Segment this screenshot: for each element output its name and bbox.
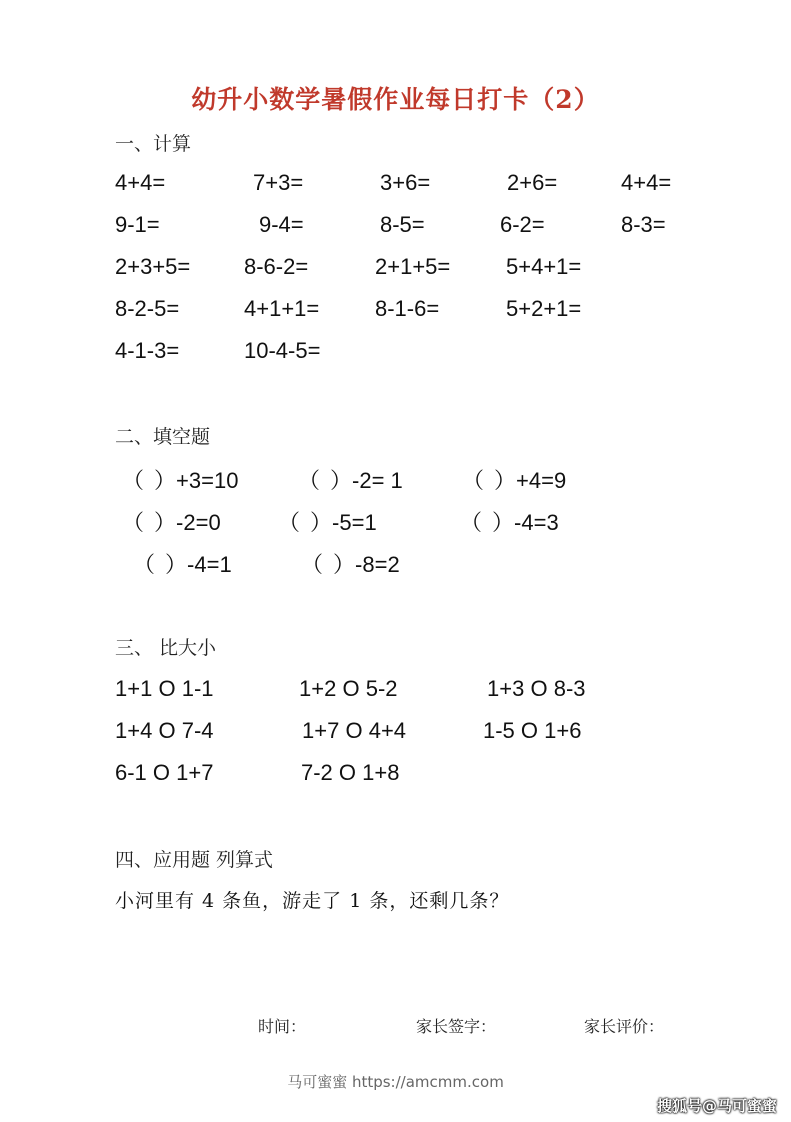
section-heading-calculation: 一、计算 [115, 133, 192, 155]
calc-item: 7+3= [253, 170, 304, 195]
time-label: 时间： [258, 1017, 307, 1036]
calc-item: 2+1+5= [375, 254, 451, 279]
blank-close-paren: ） [492, 511, 515, 536]
compare-left: 1+4 [115, 718, 153, 743]
calc-item: 5+4+1= [506, 254, 582, 279]
calc-item: 8-6-2= [244, 254, 309, 279]
section-heading-word-problem: 四、应用题 列算式 [115, 849, 274, 871]
compare-right: 5-2 [365, 676, 398, 701]
blank-open-paren: （ [278, 511, 301, 536]
blank-open-paren: （ [301, 553, 324, 578]
calc-item: 8-3= [621, 212, 666, 237]
blank-open-paren: （ [298, 469, 321, 494]
fill-item [298, 464, 403, 495]
calc-item: 8-1-6= [375, 296, 440, 321]
calc-item: 4+4= [115, 170, 166, 195]
compare-left: 6-1 [115, 760, 147, 785]
fill-item [462, 464, 566, 495]
compare-circle: O [345, 718, 363, 743]
calc-item: 8-2-5= [115, 296, 180, 321]
blank-close-paren: ） [310, 511, 333, 536]
compare-right: 1+7 [176, 760, 214, 785]
calc-item: 6-2= [500, 212, 545, 237]
fill-item [122, 464, 238, 495]
compare-item [115, 760, 214, 786]
fill-item [122, 506, 221, 537]
fill-item [278, 506, 377, 537]
blank-close-paren: ） [165, 553, 188, 578]
compare-circle: O [342, 676, 360, 701]
fill-expression: -4=1 [187, 552, 232, 577]
calc-item: 5+2+1= [506, 296, 582, 321]
compare-right: 1+6 [544, 718, 582, 743]
compare-circle: O [338, 760, 357, 785]
compare-right: 1-1 [181, 676, 214, 701]
compare-right: 4+4 [368, 718, 407, 743]
compare-right: 1+8 [362, 760, 400, 785]
compare-item [487, 676, 586, 702]
section-heading-fill-blanks: 二、填空题 [115, 426, 211, 448]
blank-open-paren: （ [122, 469, 145, 494]
compare-item [115, 676, 214, 702]
compare-left: 1+3 [487, 676, 525, 701]
calc-item: 9-4= [259, 212, 304, 237]
compare-left: 1-5 [483, 718, 515, 743]
blank-close-paren: ） [333, 553, 356, 578]
compare-right: 7-4 [181, 718, 214, 743]
compare-circle: O [158, 676, 176, 701]
compare-circle: O [530, 676, 548, 701]
parent-signature-label: 家长签字： [416, 1017, 497, 1036]
compare-left: 1+7 [302, 718, 340, 743]
watermark: 搜狐号@马可蜜蜜 [656, 1097, 777, 1115]
compare-left: 1+2 [299, 676, 337, 701]
calc-item: 2+3+5= [115, 254, 191, 279]
fill-item [133, 548, 232, 579]
compare-circle: O [158, 718, 176, 743]
blank-close-paren: ） [494, 469, 517, 494]
blank-open-paren: （ [122, 511, 145, 536]
blank-open-paren: （ [133, 553, 156, 578]
calc-item: 3+6= [380, 170, 431, 195]
fill-item [460, 506, 559, 537]
fill-item [301, 548, 400, 579]
parent-evaluation-label: 家长评价： [584, 1017, 665, 1036]
fill-expression: +3=10 [176, 468, 239, 493]
fill-expression: -4=3 [514, 510, 559, 535]
compare-item [299, 676, 398, 702]
page-title: 幼升小数学暑假作业每日打卡（2） [191, 85, 600, 114]
calc-item: 4-1-3= [115, 338, 180, 363]
blank-open-paren: （ [462, 469, 485, 494]
calc-item: 4+4= [621, 170, 672, 195]
blank-close-paren: ） [154, 511, 177, 536]
calc-item: 8-5= [380, 212, 425, 237]
fill-expression: +4=9 [516, 468, 567, 493]
site-credit: 马可蜜蜜 https://amcmm.com [287, 1073, 504, 1091]
fill-expression: -2= 1 [352, 468, 403, 493]
calc-item: 2+6= [507, 170, 558, 195]
compare-item [483, 718, 582, 744]
fill-expression: -2=0 [176, 510, 221, 535]
fill-expression: -5=1 [332, 510, 377, 535]
blank-close-paren: ） [154, 469, 177, 494]
compare-left: 1+1 [115, 676, 153, 701]
calc-item: 9-1= [115, 212, 160, 237]
compare-right: 8-3 [553, 676, 586, 701]
compare-left: 7-2 [301, 760, 333, 785]
blank-open-paren: （ [460, 511, 483, 536]
compare-circle: O [520, 718, 539, 743]
compare-item [301, 760, 400, 786]
fill-expression: -8=2 [355, 552, 400, 577]
word-problem-text: 小河里有 4 条鱼，游走了 1 条，还剩几条？ [115, 890, 510, 912]
blank-close-paren: ） [330, 469, 353, 494]
calc-item: 10-4-5= [244, 338, 321, 363]
compare-circle: O [152, 760, 171, 785]
section-heading-compare: 三、 比大小 [115, 637, 217, 659]
compare-item [115, 718, 214, 744]
compare-item [302, 718, 406, 744]
calc-item: 4+1+1= [244, 296, 320, 321]
